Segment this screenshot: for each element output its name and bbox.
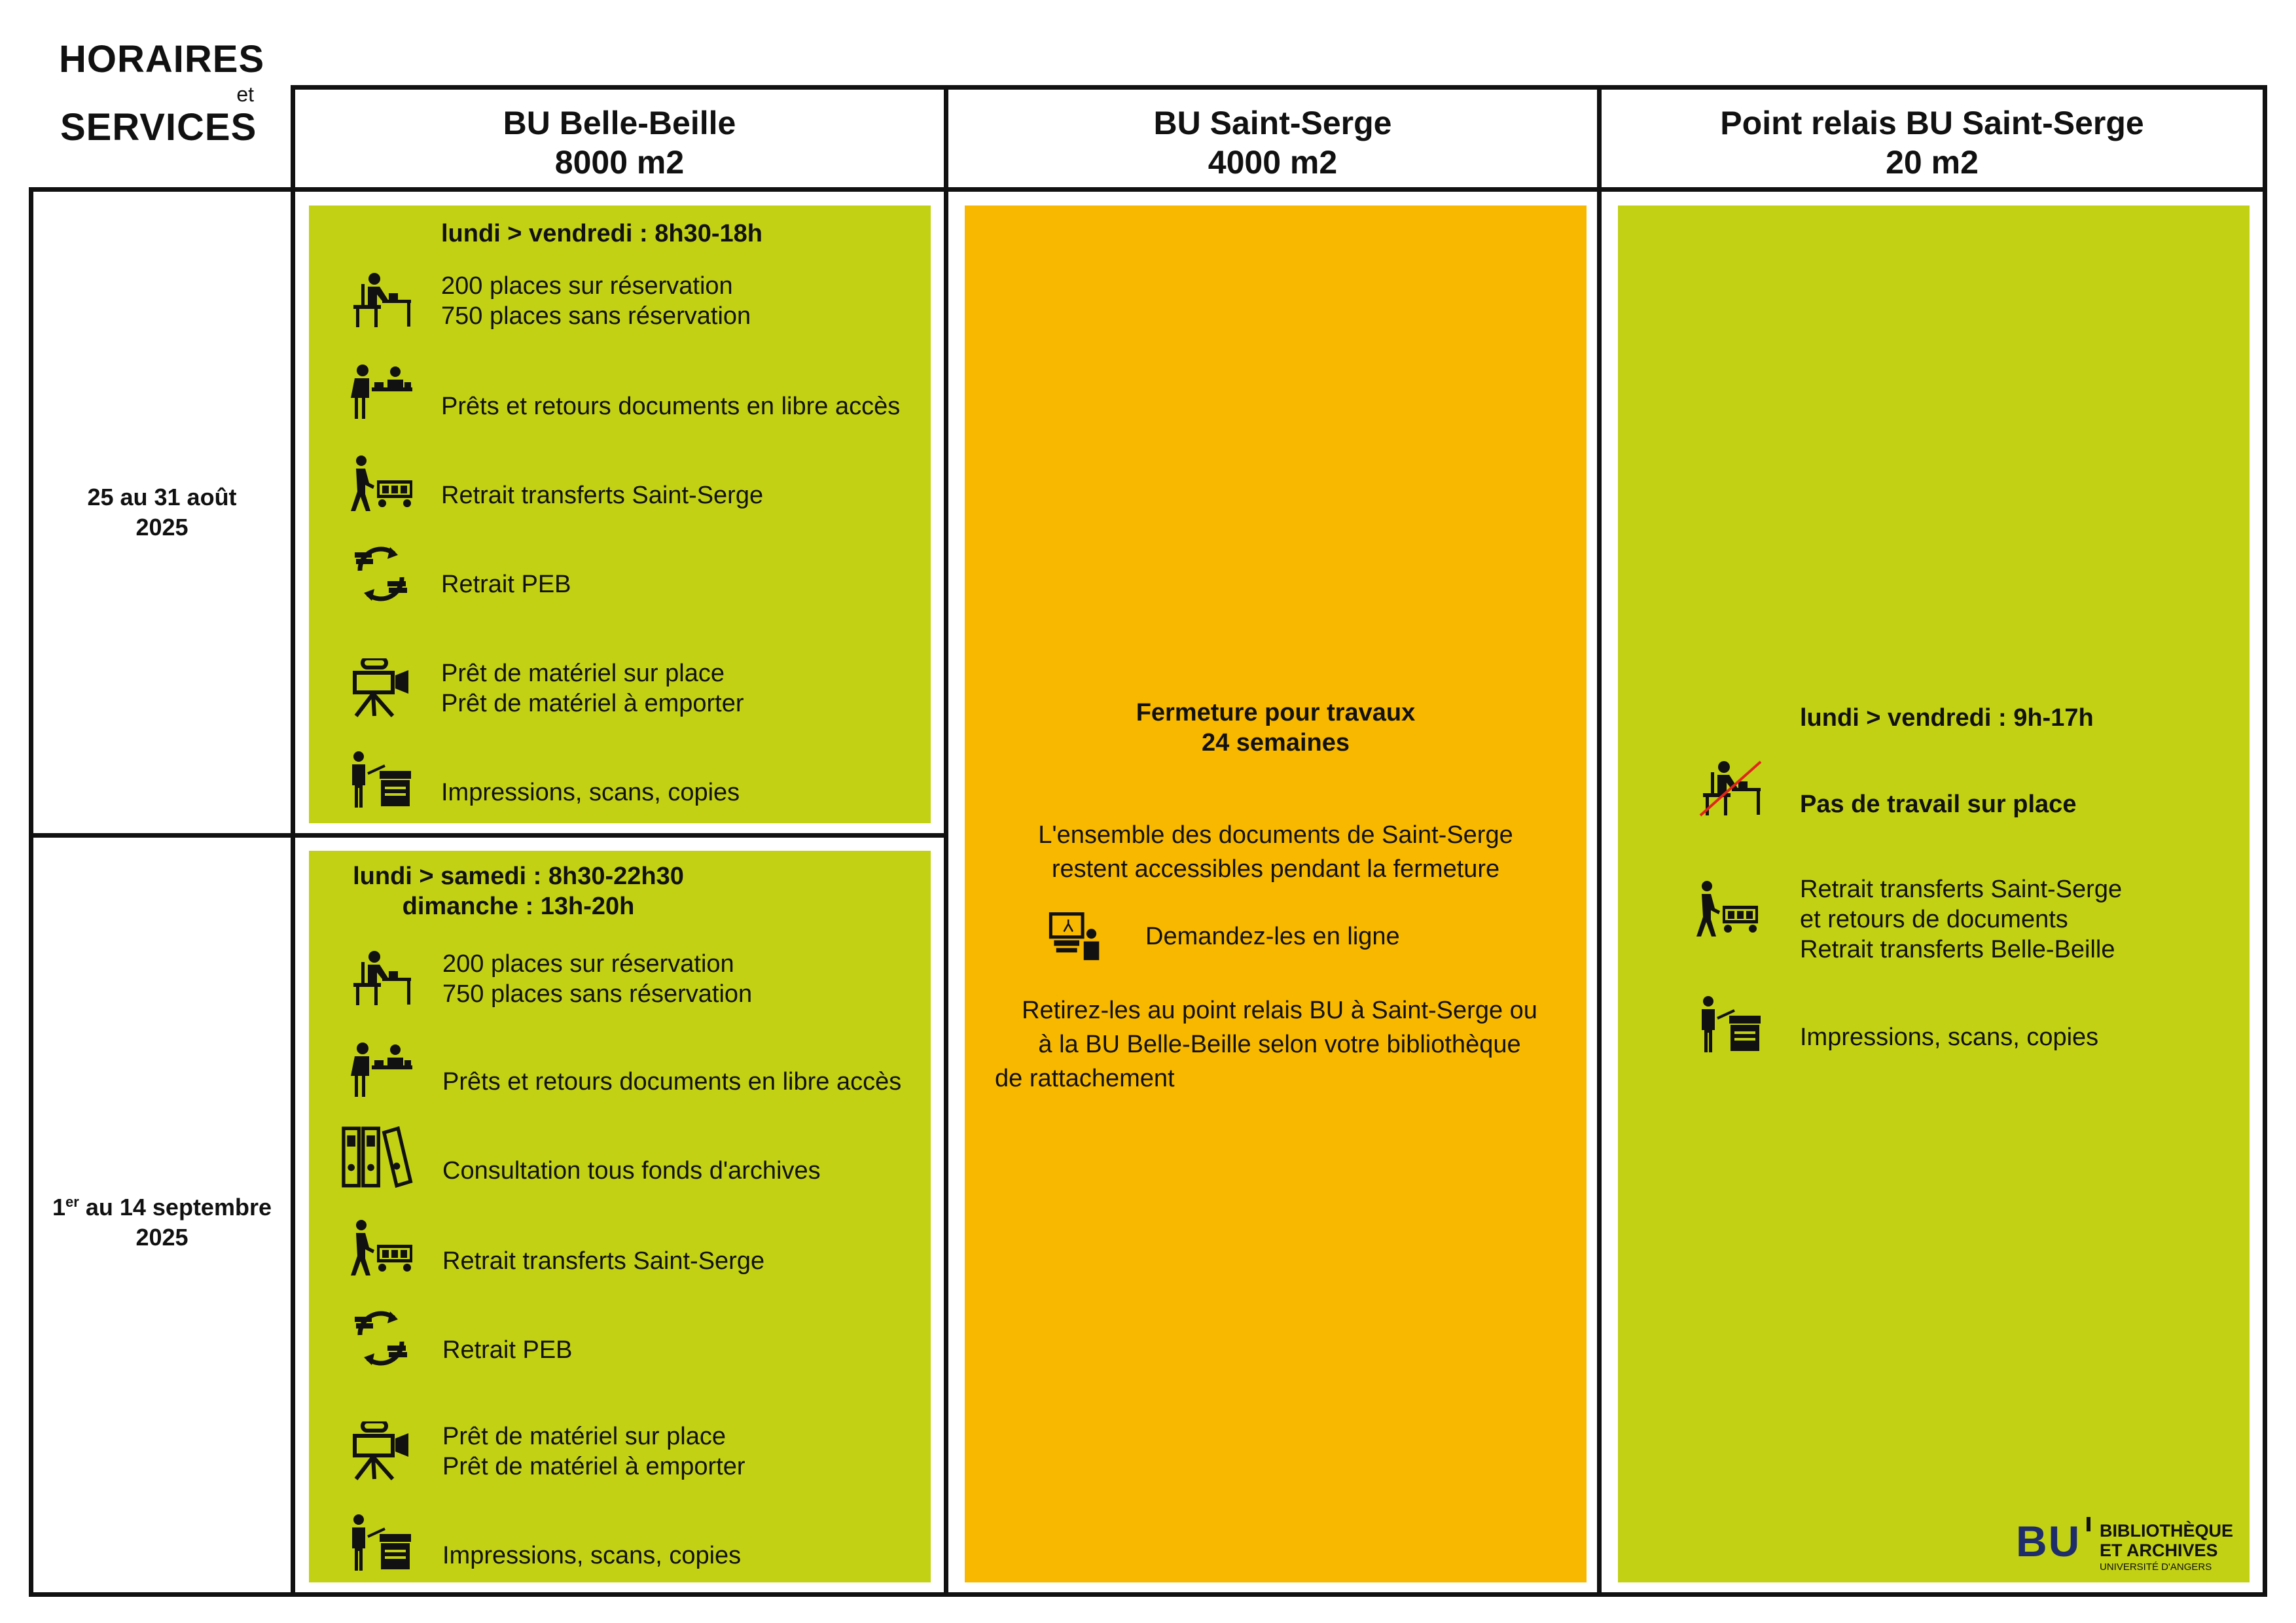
- service-item-no-work: [1698, 759, 2076, 819]
- column-area: 4000 m2: [1208, 144, 1338, 181]
- service-item: [348, 949, 752, 1009]
- closure-title: Fermeture pour travaux: [1136, 699, 1416, 726]
- service-text: Retrait PEB: [441, 571, 571, 598]
- no-work-text: Pas de travail sur place: [1800, 791, 2077, 818]
- transfer-cart-icon: [1690, 880, 1763, 938]
- access-text: L'ensemble des documents de Saint-Serge: [1038, 821, 1513, 849]
- column-header-belle-beille: [295, 103, 944, 182]
- title-connector: et: [236, 82, 254, 106]
- service-text: Impressions, scans, copies: [441, 779, 740, 806]
- camera-tripod-icon: [348, 658, 414, 717]
- online-request: [1049, 907, 1400, 966]
- service-text: Impressions, scans, copies: [442, 1542, 742, 1569]
- column-header-point-relais: [1602, 103, 2263, 182]
- service-text: Retrait transferts Saint-Serge: [441, 482, 764, 509]
- period-day: 1: [52, 1194, 66, 1221]
- no-study-icon: [1698, 759, 1763, 818]
- service-item: [1690, 876, 2123, 965]
- service-item: [348, 1041, 901, 1099]
- column-area: 20 m2: [1886, 144, 1979, 181]
- column-header-saint-serge: [948, 103, 1597, 182]
- transfer-cart-icon: [348, 1219, 414, 1277]
- period-label-september: [33, 1187, 291, 1253]
- period-day-suffix: er: [65, 1194, 79, 1210]
- service-item: [348, 658, 744, 719]
- printer-person-icon: [1698, 995, 1763, 1054]
- service-item: [348, 750, 740, 809]
- computer-user-icon: [1049, 907, 1103, 966]
- point-relais-panel: [1618, 205, 2250, 1582]
- service-text: 750 places sans réservation: [442, 980, 753, 1008]
- pickup-notice: [995, 993, 1564, 1096]
- title-horaires: HORAIRES: [59, 38, 265, 80]
- belle-beille-september-panel: [309, 851, 931, 1582]
- logo-tick: [2087, 1517, 2090, 1531]
- grid-left: [29, 187, 33, 1597]
- service-item: [1698, 995, 2098, 1054]
- service-item: [348, 1309, 573, 1368]
- loan-desk-icon: [348, 363, 414, 421]
- book-exchange-icon: [348, 544, 414, 603]
- period-year: 2025: [135, 514, 188, 541]
- loan-desk-icon: [348, 1041, 414, 1099]
- column-name: Point relais BU Saint-Serge: [1720, 105, 2144, 141]
- opening-hours: [309, 861, 728, 921]
- service-text: Consultation tous fonds d'archives: [442, 1157, 821, 1185]
- logo-line1: BIBLIOTHÈQUE: [2100, 1521, 2234, 1541]
- period-date: [33, 1187, 291, 1222]
- grid-row-divider: [29, 833, 948, 838]
- closure-notice: [965, 698, 1587, 758]
- service-item: [338, 1126, 821, 1188]
- service-text: Impressions, scans, copies: [1800, 1024, 2099, 1051]
- bu-logo: [2016, 1514, 2238, 1575]
- service-text: Prêt de matériel sur place: [441, 660, 725, 687]
- pickup-text: Retirez-les au point relais BU à Saint-Serge ou: [1022, 997, 1537, 1024]
- service-text: Prêt de matériel à emporter: [442, 1453, 745, 1480]
- page-title: [59, 37, 268, 161]
- opening-hours-weekdays: lundi > samedi : 8h30-22h30: [353, 863, 684, 890]
- service-item: [348, 544, 571, 603]
- service-text: Retrait PEB: [442, 1336, 573, 1364]
- grid-right: [2263, 85, 2267, 1597]
- service-text: 750 places sans réservation: [441, 302, 751, 330]
- camera-tripod-icon: [348, 1421, 414, 1480]
- column-area: 8000 m2: [554, 144, 685, 181]
- service-item: [348, 1421, 745, 1482]
- service-text: Retrait transferts Saint-Serge: [442, 1247, 765, 1275]
- study-desk-icon: [348, 271, 414, 330]
- service-text: Prêt de matériel sur place: [442, 1423, 726, 1450]
- access-text: restent accessibles pendant la fermeture: [1051, 855, 1500, 883]
- title-services: SERVICES: [60, 106, 257, 149]
- opening-hours: lundi > vendredi : 8h30-18h: [441, 220, 762, 247]
- service-text: 200 places sur réservation: [441, 272, 733, 300]
- online-request-text: Demandez-les en ligne: [1145, 923, 1400, 950]
- grid-col2-left: [944, 85, 948, 1597]
- pickup-text: de rattachement: [995, 1065, 1175, 1092]
- service-text: Prêt de matériel à emporter: [441, 690, 744, 717]
- pickup-text: à la BU Belle-Beille selon votre bibliothèque: [1038, 1031, 1521, 1058]
- service-text: Prêts et retours documents en libre accès: [441, 393, 901, 420]
- printer-person-icon: [348, 750, 414, 809]
- period-date-rest: au 14 septembre: [79, 1194, 272, 1221]
- logo-line2: ET ARCHIVES: [2100, 1541, 2218, 1560]
- saint-serge-panel: [965, 205, 1587, 1582]
- grid-top-header: [291, 85, 2267, 90]
- service-item: [348, 1513, 741, 1572]
- column-name: BU Saint-Serge: [1153, 105, 1392, 141]
- service-item: [348, 454, 763, 513]
- service-text: et retours de documents: [1800, 906, 2068, 933]
- period-year: 2025: [135, 1224, 188, 1251]
- grid-top-body: [29, 187, 2267, 192]
- logo-mark: BU: [2016, 1517, 2081, 1565]
- grid-col3-left: [1597, 85, 1602, 1597]
- study-desk-icon: [348, 949, 414, 1008]
- belle-beille-august-panel: [309, 205, 931, 823]
- book-exchange-icon: [348, 1309, 414, 1368]
- archive-binders-icon: [338, 1126, 414, 1188]
- service-item: [348, 363, 900, 421]
- grid-bottom: [29, 1592, 2267, 1597]
- opening-hours-sunday: dimanche : 13h-20h: [402, 893, 635, 920]
- service-text: Prêts et retours documents en libre accès: [442, 1068, 902, 1096]
- access-notice: [965, 818, 1587, 886]
- closure-duration: 24 semaines: [1201, 729, 1350, 757]
- grid-col1-left: [291, 85, 295, 1597]
- service-text: Retrait transferts Belle-Beille: [1800, 936, 2115, 963]
- transfer-cart-icon: [348, 454, 414, 513]
- service-text: 200 places sur réservation: [442, 950, 734, 978]
- period-date: 25 au 31 août: [87, 484, 237, 510]
- column-name: BU Belle-Beille: [503, 105, 736, 141]
- period-label-august: [33, 482, 291, 543]
- logo-line3: UNIVERSITÉ D'ANGERS: [2100, 1561, 2212, 1573]
- opening-hours: lundi > vendredi : 9h-17h: [1800, 704, 2094, 732]
- service-item: [348, 271, 751, 331]
- service-item: [348, 1219, 764, 1277]
- printer-person-icon: [348, 1513, 414, 1572]
- service-text: Retrait transferts Saint-Serge: [1800, 876, 2123, 903]
